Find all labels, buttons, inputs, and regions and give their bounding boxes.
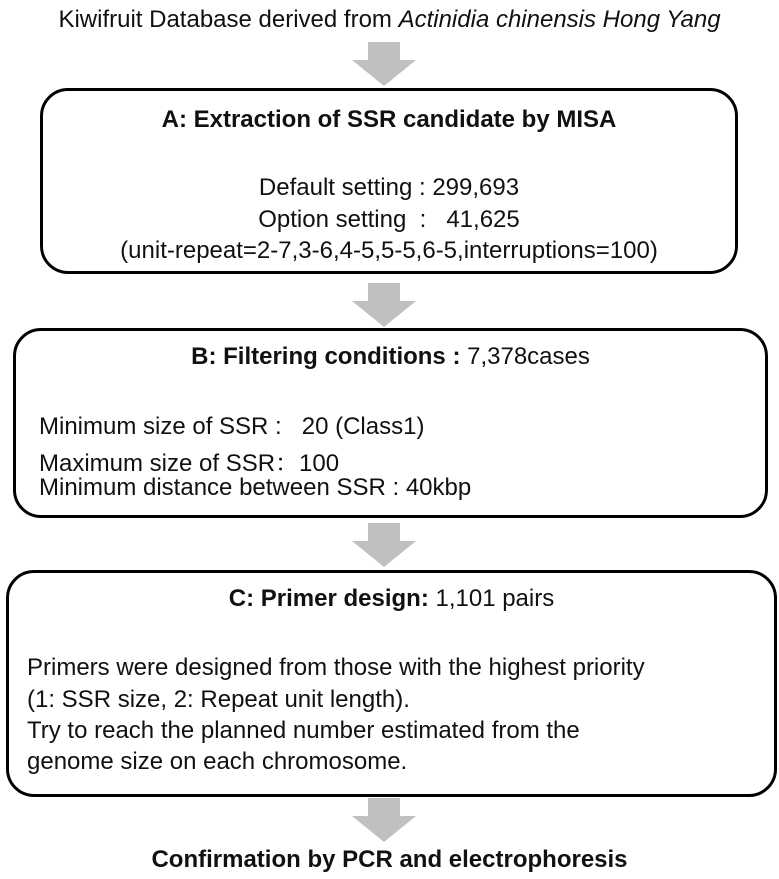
step-b-box [13,328,768,518]
step-b-heading: B: Filtering conditions : 7,378cases [191,343,590,370]
step-b-min-distance: Minimum distance between SSR : 40kbp [39,474,472,501]
step-a-heading: A: Extraction of SSR candidate by MISA [161,106,617,133]
step-a-box [40,88,738,274]
flow-arrow-2 [352,283,416,327]
step-a-option-setting: Option setting : 41,625 [258,206,520,233]
step-c-box [6,570,777,797]
flow-arrow-1 [352,42,416,86]
step-c-line-1: Primers were designed from those with the highest priority [27,654,645,681]
final-step-label: Confirmation by PCR and electrophoresis [151,846,628,873]
step-b-min-size: Minimum size of SSR : 20 (Class1) [39,413,425,440]
step-c-line-2: (1: SSR size, 2: Repeat unit length). [27,686,410,713]
title-prefix: Kiwifruit Database derived from [58,6,399,33]
species-name: Actinidia chinensis Hong Yang [398,6,721,33]
step-a-parameters: (unit-repeat=2-7,3-6,4-5,5-5,6-5,interruptions=100) [120,237,658,264]
step-b-max-size: Maximum size of SSR：100 [39,450,340,477]
diagram-title [0,6,779,34]
step-c-heading: C: Primer design: 1,101 pairs [228,585,555,612]
step-c-line-3: Try to reach the planned number estimated from the [27,717,580,744]
flow-arrow-4 [352,798,416,842]
flow-arrow-3 [352,523,416,567]
step-a-default-setting: Default setting : 299,693 [258,174,520,201]
step-c-count: 1,101 pairs [428,585,555,612]
step-c-line-4: genome size on each chromosome. [27,748,408,775]
step-b-count: 7,378cases [460,343,590,370]
